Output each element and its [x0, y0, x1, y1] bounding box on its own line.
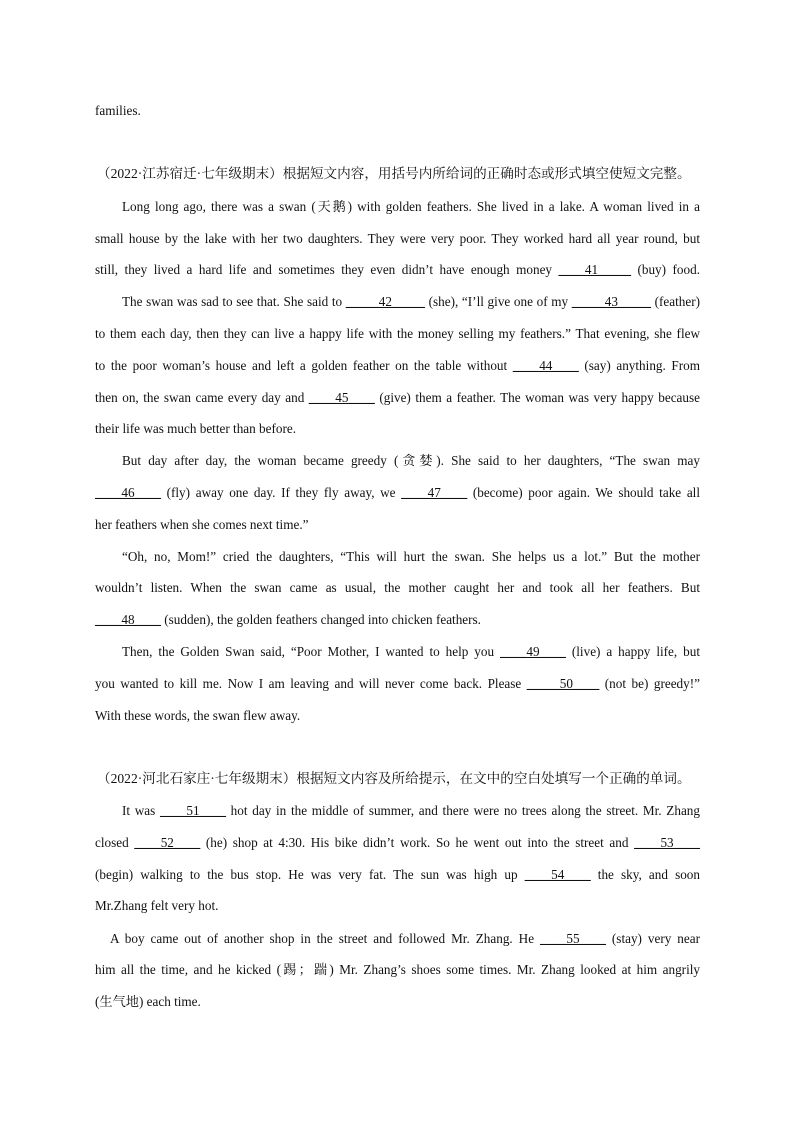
text-line: her feathers when she comes next time.”: [95, 517, 309, 532]
blank-43[interactable]: _____43_____: [571, 294, 651, 309]
text-line: Long long ago, there was a swan (天鹅) with golden feathers. She lived in a lake. A woman lived in a: [122, 199, 700, 214]
blank-51[interactable]: ____51____: [160, 803, 226, 818]
text-line: still, they lived a hard life and sometimes they even didn’t have enough money ____41_____ (buy) food.: [95, 262, 700, 277]
blank-48[interactable]: ____48____: [95, 612, 161, 627]
blank-44[interactable]: ____44____: [512, 358, 579, 373]
blank-41[interactable]: ____41_____: [558, 262, 632, 277]
text-line: closed ____52____ (he) shop at 4:30. His bike didn’t work. So he went out into the street and ____53____: [95, 835, 700, 850]
blank-53[interactable]: ____53____: [634, 835, 700, 850]
blank-52[interactable]: ____52____: [134, 835, 201, 850]
text-line: small house by the lake with her two daughters. They were very poor. They worked hard all year round, but: [95, 231, 700, 246]
text-line: But day after day, the woman became greedy (贪婪). She said to her daughters, “The swan may: [122, 453, 700, 468]
blank-42[interactable]: _____42_____: [345, 294, 425, 309]
text-line: to them each day, then they can live a happy life with the money selling my feathers.” That evening, she flew: [95, 326, 700, 341]
text-line: A boy came out of another shop in the street and followed Mr. Zhang. He ____55____ (stay) very near: [110, 931, 700, 946]
blank-54[interactable]: ____54____: [524, 867, 591, 882]
text-line: then on, the swan came every day and ____45____ (give) them a feather. The woman was very happy because: [95, 390, 700, 405]
text-line: wouldn’t listen. When the swan came as usual, the mother caught her and took all her feathers. But: [95, 580, 700, 595]
text-line: ____48____ (sudden), the golden feathers changed into chicken feathers.: [95, 612, 481, 627]
section-heading-1: （2022·江苏宿迁·七年级期末）根据短文内容，用括号内所给词的正确时态或形式填空使短文完整。: [97, 166, 691, 181]
blank-49[interactable]: ____49____: [500, 644, 566, 659]
text-line: him all the time, and he kicked (踢；踹) Mr. Zhang’s shoes some times. Mr. Zhang looked at him angrily: [95, 962, 700, 977]
text-line: It was ____51____ hot day in the middle of summer, and there were no trees along the street. Mr. Zhang: [122, 803, 700, 818]
blank-45[interactable]: ____45____: [308, 390, 375, 405]
text-line: Mr.Zhang felt very hot.: [95, 898, 219, 913]
text-line: ____46____ (fly) away one day. If they fly away, we ____47____ (become) poor again. We should take all: [95, 485, 700, 500]
text-line: families.: [95, 103, 141, 118]
text-line: to the poor woman’s house and left a golden feather on the table without ____44____ (say) anything. From: [95, 358, 700, 373]
blank-55[interactable]: ____55____: [540, 931, 606, 946]
blank-47[interactable]: ____47____: [401, 485, 468, 500]
text-line: (begin) walking to the bus stop. He was very fat. The sun was high up ____54____ the sky, and soon: [95, 867, 700, 882]
text-line: The swan was sad to see that. She said to _____42_____ (she), “I’ll give one of my _____43_____ (feather): [122, 294, 700, 309]
text-line: “Oh, no, Mom!” cried the daughters, “This will hurt the swan. She helps us a lot.” But the mother: [122, 549, 700, 564]
text-line: Then, the Golden Swan said, “Poor Mother, I wanted to help you ____49____ (live) a happy life, but: [122, 644, 700, 659]
blank-46[interactable]: ____46____: [95, 485, 161, 500]
text-line: (生气地) each time.: [95, 994, 201, 1009]
text-line: their life was much better than before.: [95, 421, 297, 436]
text-line: With these words, the swan flew away.: [95, 708, 301, 723]
blank-50[interactable]: _____50____: [526, 676, 600, 691]
text-line: you wanted to kill me. Now I am leaving and will never come back. Please _____50____ (not be) greedy!”: [95, 676, 700, 691]
section-heading-2: （2022·河北石家庄·七年级期末）根据短文内容及所给提示，在文中的空白处填写一个正确的单词。: [97, 771, 691, 786]
